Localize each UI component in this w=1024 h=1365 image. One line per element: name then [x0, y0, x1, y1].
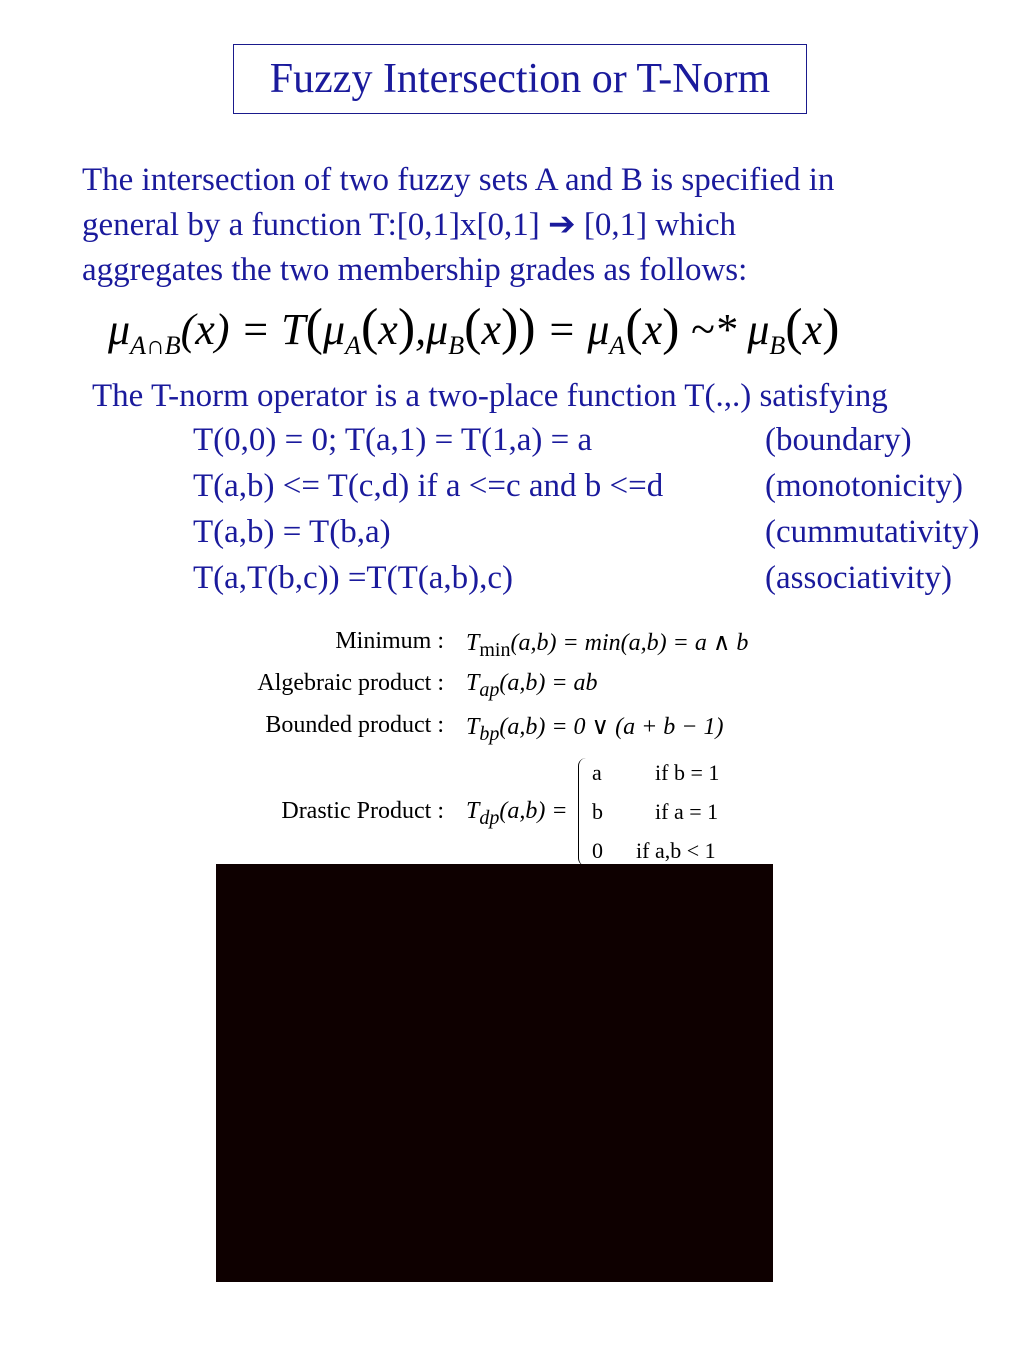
paren-x-a2: ( [625, 299, 643, 356]
case-cond: if a,b < 1 [636, 838, 716, 863]
sub-acapb: A∩B [130, 330, 181, 360]
intro-line-2b: [0,1] which [583, 207, 737, 243]
tnorm-expr: (a,b) = [499, 798, 568, 824]
right-arrow-icon: ➔ [548, 207, 576, 243]
tnorm-algebraic-product [0, 670, 1024, 710]
tnorm-bounded-product [0, 712, 1024, 752]
case-val: b [592, 799, 603, 824]
tilde-star-operator: ~* [690, 305, 737, 354]
tnorm-expr: (a,b) = ab [499, 670, 598, 696]
tnorm-label: Drastic Product : [281, 798, 444, 824]
formula-x-t: (x) = T [180, 305, 306, 354]
axiom-prop: (boundary) [765, 422, 912, 458]
paren-x-a-close: ) [397, 299, 416, 356]
paren-x-a2-close: ) [662, 299, 680, 356]
cases-brace [578, 758, 589, 866]
intersection-formula: $\mu_{A\cap B}(x) = T(\mu_A(x),\mu_B(x)) = \mu_A(x)$ ~* $\mu_B(x)$ [108, 299, 840, 360]
case-val: a [592, 760, 602, 785]
mu-symbol: μ [108, 305, 131, 354]
x-a: x [378, 305, 398, 354]
tnorm-drastic-product [0, 798, 1024, 838]
intro-line-2 [82, 203, 982, 248]
tnorm-expr: (a,b) = min(a,b) = a ∧ b [510, 630, 749, 656]
paren-x-b2-close: ) [822, 299, 840, 356]
sub-b2: B [769, 330, 786, 360]
axiom-boundary [0, 422, 1024, 468]
intro-paragraph [82, 158, 982, 293]
axiom-expr: T(a,b) <= T(c,d) if a <=c and b <=d [193, 468, 664, 504]
tnorm-rhs: $T_{dp}(a,b)$ = [466, 798, 568, 829]
tnorm-label: Minimum : [335, 628, 444, 654]
axiom-expr: T(0,0) = 0; T(a,1) = T(1,a) = a [193, 422, 593, 458]
mu-symbol-a2: μ [587, 305, 610, 354]
tnorm-rhs: $T_{ap}(a,b)$ = ab [466, 670, 598, 701]
tnorm-lead-text: The T-norm operator is a two-place function T(.,.) satisfying [92, 378, 888, 414]
slide-title-text: Fuzzy Intersection or T-Norm [269, 56, 771, 102]
paren-x-b: ( [464, 299, 482, 356]
case-val: 0 [592, 838, 603, 863]
slide-title [233, 44, 807, 114]
mu-symbol-a: μ [322, 305, 346, 354]
axiom-prop: (associativity) [765, 560, 952, 596]
axiom-prop: (monotonicity) [765, 468, 963, 504]
paren-x-a: ( [360, 299, 379, 356]
x-a2: x [642, 305, 663, 354]
tnorm-expr: (a,b) = 0 ∨ (a + b − 1) [499, 714, 724, 740]
axiom-prop: (cummutativity) [765, 514, 980, 550]
intro-line-3: aggregates the two membership grades as follows: [82, 252, 748, 288]
plot-panel-dark [216, 864, 773, 1282]
x-b: x [481, 305, 501, 354]
paren-open: ( [305, 299, 323, 356]
tnorm-label: Algebraic product : [257, 670, 444, 696]
mu-symbol-b2: μ [747, 305, 770, 354]
axiom-associativity [0, 560, 1024, 606]
tnorm-sub: ap [479, 678, 500, 701]
axiom-monotonicity [0, 468, 1024, 514]
sub-a2: A [609, 330, 626, 360]
axiom-expr: T(a,b) = T(b,a) [193, 514, 391, 550]
intro-line-2a: general by a function T:[0,1]x[0,1] [82, 207, 540, 243]
case-cond: if a = 1 [655, 799, 719, 824]
tnorm-minimum [0, 628, 1024, 668]
axiom-commutativity [0, 514, 1024, 560]
tnorm-sub: bp [479, 722, 500, 745]
tnorm-sub: dp [479, 806, 500, 829]
tnorm-rhs: $T_{bp}(a,b) = 0$ ∨ (a + b − 1) [466, 714, 724, 745]
tnorm-sub: min [479, 638, 511, 661]
case-cond: if b = 1 [655, 760, 720, 785]
axiom-expr: T(a,T(b,c)) =T(T(a,b),c) [193, 560, 513, 596]
paren-x-b-close: )) [500, 299, 536, 356]
tnorm-label: Bounded product : [265, 712, 444, 738]
paren-x-b2: ( [785, 299, 803, 356]
intro-line-1: The intersection of two fuzzy sets A and B is specified in [82, 162, 835, 198]
x-b2: x [802, 305, 823, 354]
tnorm-rhs: $T_{min}(a,b) = \min(a,b) = a$ ∧ b [466, 630, 749, 661]
mu-symbol-b: μ [426, 305, 449, 354]
sub-b: B [448, 330, 465, 360]
sub-a: A [345, 330, 361, 360]
